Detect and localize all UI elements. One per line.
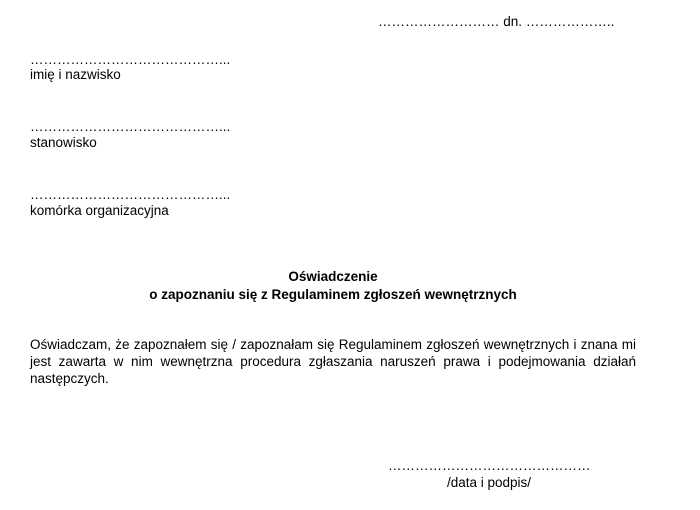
date-dots: ………………..: [525, 14, 615, 29]
signature-label: /data i podpis/: [447, 475, 532, 490]
place-dots: ………………………: [378, 14, 500, 29]
declaration-body: Oświadczam, że zapoznałem się / zapoznałam się Regulaminem zgłoszeń wewnętrznych i znana mi jest zawarta w nim wewnętrzna procedura zgłaszania naruszeń prawa i podejmowania działań następczych.: [30, 337, 636, 386]
title-line-2: o zapoznaniu się z Regulaminem zgłoszeń wewnętrznych: [149, 287, 517, 302]
name-field-label: imię i nazwisko: [30, 67, 121, 82]
department-field-label: komórka organizacyjna: [30, 203, 169, 218]
dn-label: dn.: [503, 14, 523, 29]
department-field-dots: ……………………………………...: [30, 187, 231, 202]
name-field-dots: ……………………………………...: [30, 52, 231, 67]
position-field-dots: ……………………………………...: [30, 119, 231, 134]
title-line-1: Oświadczenie: [288, 269, 378, 284]
place-date-line: [378, 14, 614, 29]
document-title: [30, 268, 636, 304]
position-field-label: stanowisko: [30, 135, 97, 150]
signature-dots: ………………………………………: [388, 458, 591, 473]
